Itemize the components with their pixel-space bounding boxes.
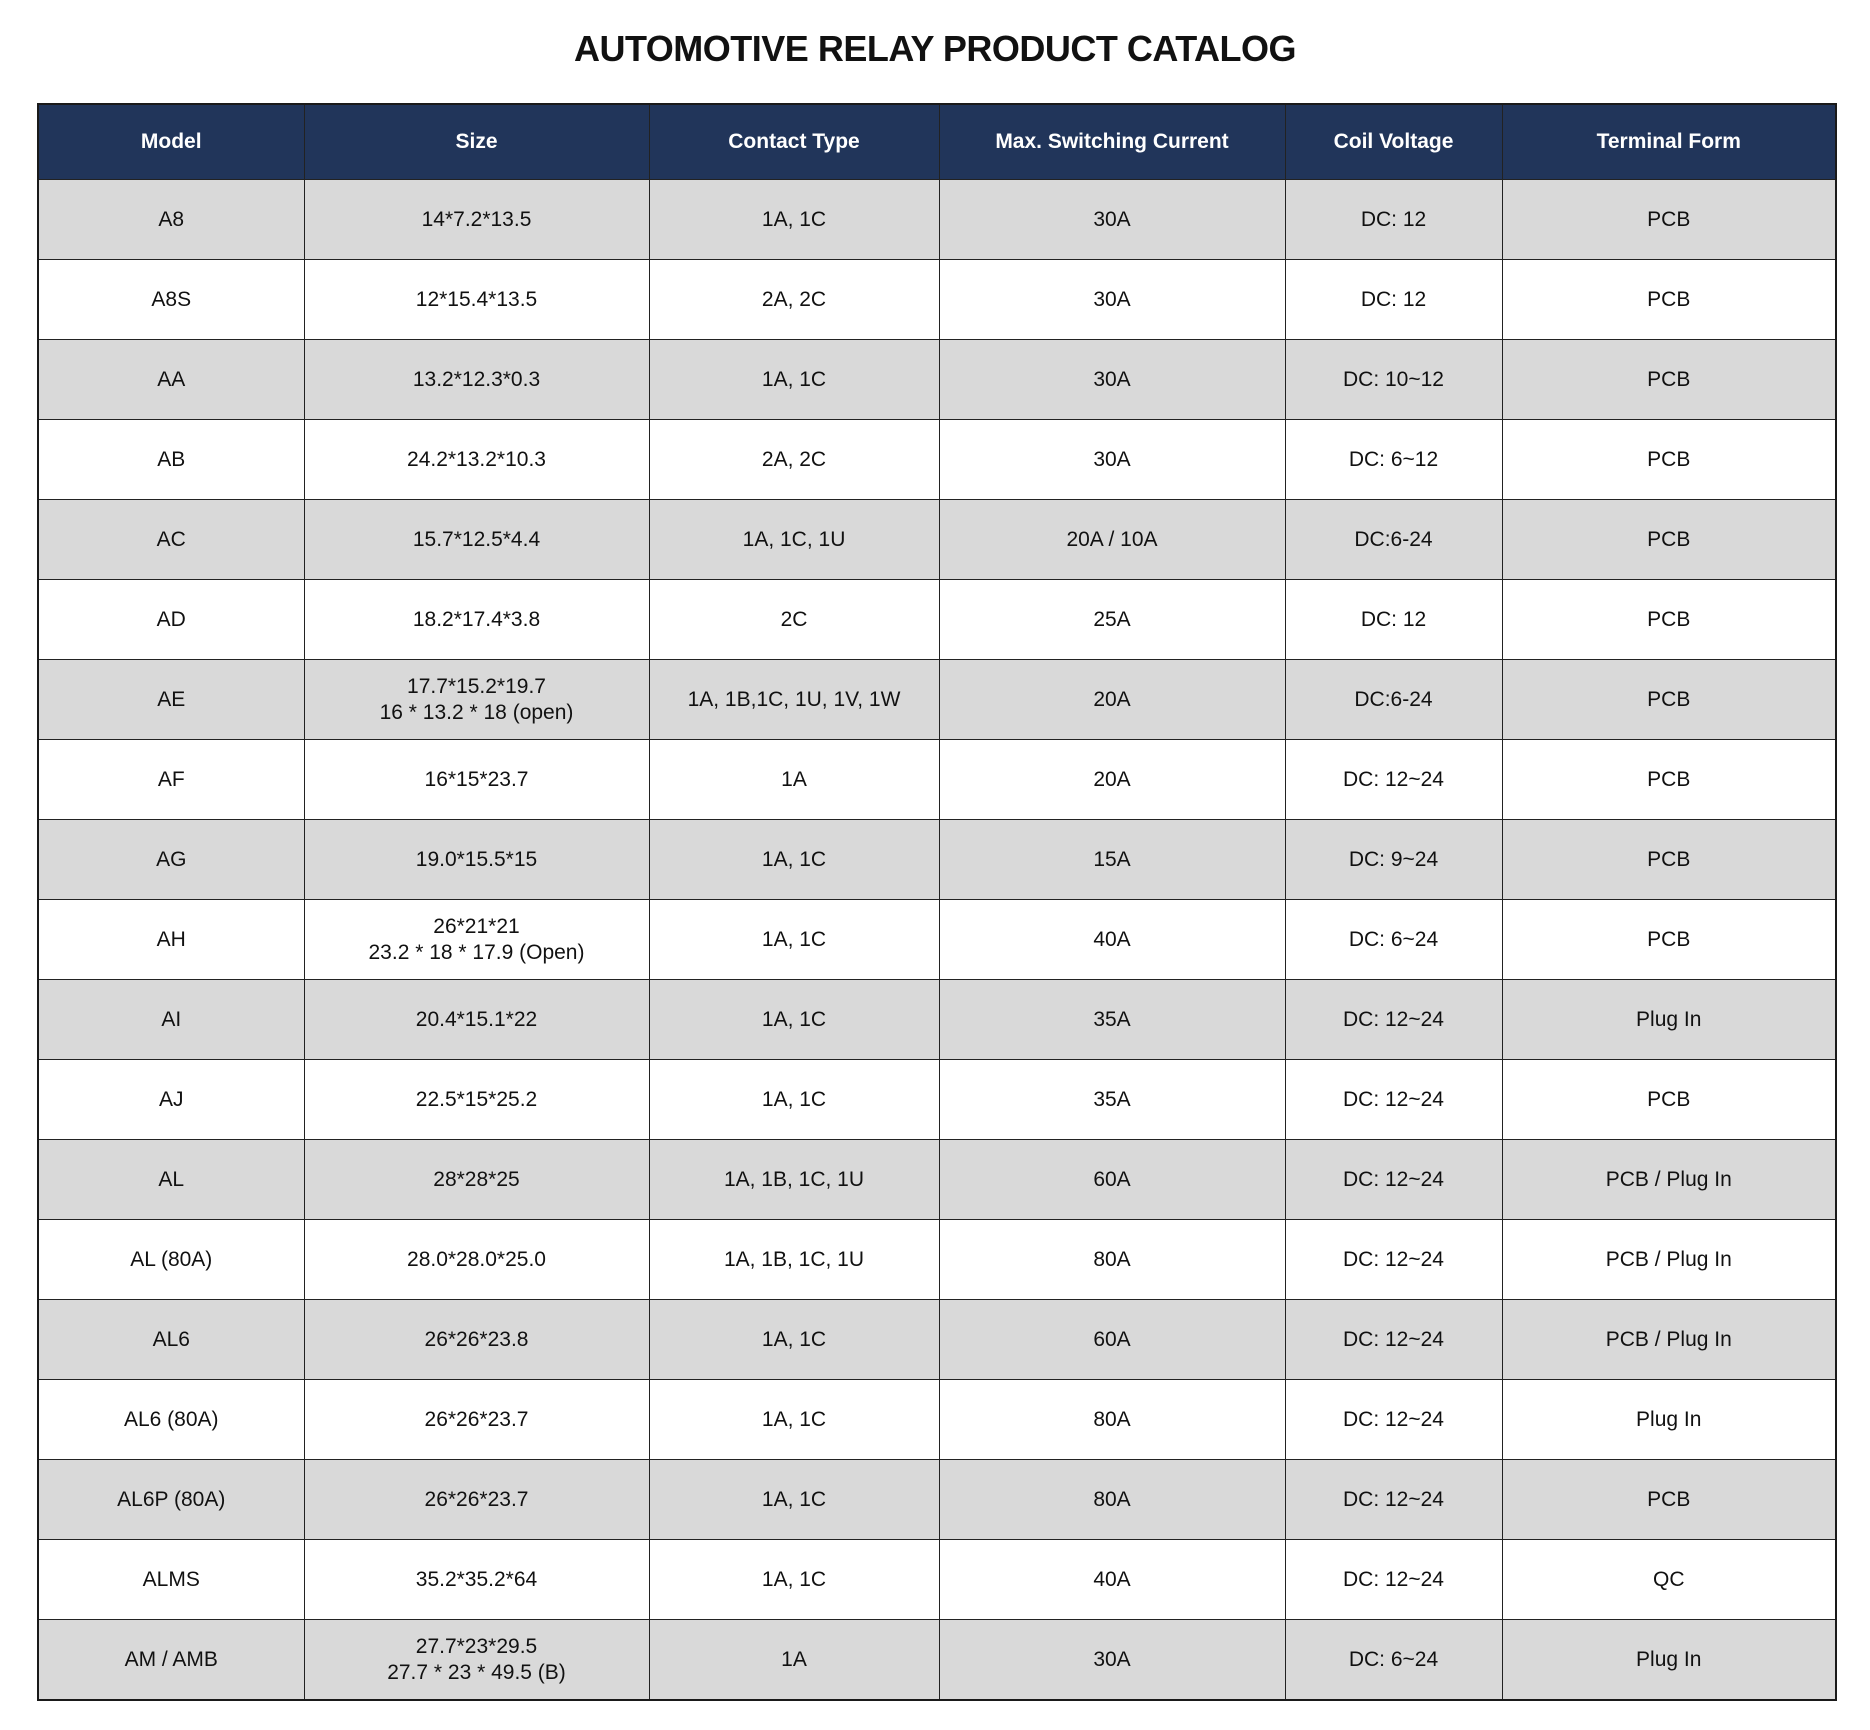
table-row [38,1540,1836,1620]
cell-size [304,1220,649,1300]
cell-model: A8 [38,180,304,260]
size-line: 17.7*15.2*19.7 [407,674,546,698]
cell-model: AL6 [38,1300,304,1380]
cell-model: AD [38,580,304,660]
size-line: 14*7.2*13.5 [421,207,532,231]
cell-size [304,1140,649,1220]
cell-size [304,180,649,260]
table-row [38,340,1836,420]
size-line: 19.0*15.5*15 [415,847,538,871]
cell-max-switching-current: 20A / 10A [939,500,1285,580]
cell-terminal-form: Plug In [1502,1620,1836,1701]
cell-contact-type: 1A [649,1620,939,1701]
table-row [38,1140,1836,1220]
cell-contact-type: 1A, 1C [649,1460,939,1540]
cell-model: AB [38,420,304,500]
cell-contact-type: 1A, 1C [649,900,939,980]
cell-contact-type: 1A, 1B,1C, 1U, 1V, 1W [649,660,939,740]
cell-terminal-form: PCB [1502,740,1836,820]
cell-max-switching-current: 30A [939,260,1285,340]
cell-size [304,980,649,1060]
size-line: 27.7*23*29.5 [415,1634,538,1658]
cell-contact-type: 1A, 1C [649,1380,939,1460]
cell-model: AJ [38,1060,304,1140]
cell-terminal-form: PCB / Plug In [1502,1140,1836,1220]
product-table [37,103,1837,1701]
cell-model: AH [38,900,304,980]
cell-max-switching-current: 20A [939,660,1285,740]
cell-model: A8S [38,260,304,340]
cell-coil-voltage: DC: 12~24 [1285,1540,1502,1620]
cell-terminal-form: PCB / Plug In [1502,1220,1836,1300]
column-header-model: Model [38,104,304,180]
cell-coil-voltage: DC: 12~24 [1285,1220,1502,1300]
cell-model: AM / AMB [38,1620,304,1701]
cell-contact-type: 1A, 1C [649,1060,939,1140]
cell-coil-voltage: DC:6-24 [1285,500,1502,580]
table-row [38,420,1836,500]
cell-model: AL (80A) [38,1220,304,1300]
size-line: 23.2 * 18 * 17.9 (Open) [368,940,585,964]
cell-max-switching-current: 80A [939,1220,1285,1300]
size-line: 24.2*13.2*10.3 [407,447,546,471]
cell-max-switching-current: 80A [939,1460,1285,1540]
cell-contact-type: 1A, 1B, 1C, 1U [649,1140,939,1220]
cell-max-switching-current: 35A [939,980,1285,1060]
size-line: 26*26*23.7 [424,1487,529,1511]
cell-model: AL6 (80A) [38,1380,304,1460]
cell-model: ALMS [38,1540,304,1620]
cell-terminal-form: PCB [1502,580,1836,660]
table-row [38,580,1836,660]
cell-terminal-form: PCB [1502,820,1836,900]
cell-size [304,340,649,420]
cell-max-switching-current: 80A [939,1380,1285,1460]
cell-terminal-form: PCB [1502,260,1836,340]
size-line: 12*15.4*13.5 [415,287,538,311]
cell-size [304,1620,649,1701]
cell-model: AF [38,740,304,820]
cell-contact-type: 1A, 1B, 1C, 1U [649,1220,939,1300]
size-line: 15.7*12.5*4.4 [412,527,541,551]
cell-contact-type: 1A, 1C [649,980,939,1060]
cell-model: AA [38,340,304,420]
cell-max-switching-current: 60A [939,1300,1285,1380]
table-row [38,500,1836,580]
cell-contact-type: 1A, 1C, 1U [649,500,939,580]
table-row [38,660,1836,740]
table-row [38,1620,1836,1701]
cell-size [304,580,649,660]
table-row [38,1460,1836,1540]
table-row [38,1220,1836,1300]
cell-contact-type: 2C [649,580,939,660]
column-header-size: Size [304,104,649,180]
cell-coil-voltage: DC: 12~24 [1285,1140,1502,1220]
size-line: 22.5*15*25.2 [415,1087,538,1111]
cell-coil-voltage: DC: 6~12 [1285,420,1502,500]
cell-model: AI [38,980,304,1060]
cell-coil-voltage: DC: 6~24 [1285,1620,1502,1701]
size-line: 20.4*15.1*22 [415,1007,538,1031]
cell-terminal-form: PCB [1502,420,1836,500]
cell-size [304,1460,649,1540]
cell-max-switching-current: 20A [939,740,1285,820]
cell-contact-type: 1A [649,740,939,820]
cell-coil-voltage: DC: 9~24 [1285,820,1502,900]
cell-coil-voltage: DC: 12~24 [1285,1380,1502,1460]
cell-coil-voltage: DC: 12~24 [1285,1300,1502,1380]
size-line: 16*15*23.7 [424,767,529,791]
table-row [38,260,1836,340]
cell-model: AL6P (80A) [38,1460,304,1540]
cell-size [304,900,649,980]
cell-size [304,420,649,500]
cell-max-switching-current: 60A [939,1140,1285,1220]
size-line: 27.7 * 23 * 49.5 (B) [387,1660,566,1684]
cell-coil-voltage: DC: 12~24 [1285,980,1502,1060]
cell-max-switching-current: 40A [939,1540,1285,1620]
cell-model: AC [38,500,304,580]
cell-size [304,1060,649,1140]
cell-coil-voltage: DC:6-24 [1285,660,1502,740]
column-header-max-switching-current: Max. Switching Current [939,104,1285,180]
cell-max-switching-current: 30A [939,180,1285,260]
cell-model: AL [38,1140,304,1220]
table-row [38,1380,1836,1460]
size-line: 26*21*21 [433,914,520,938]
table-row [38,740,1836,820]
cell-contact-type: 1A, 1C [649,1300,939,1380]
cell-max-switching-current: 40A [939,900,1285,980]
column-header-coil-voltage: Coil Voltage [1285,104,1502,180]
size-line: 28*28*25 [433,1167,520,1191]
cell-size [304,820,649,900]
table-header-row [38,104,1836,180]
size-line: 18.2*17.4*3.8 [412,607,541,631]
table-row [38,1060,1836,1140]
cell-terminal-form: Plug In [1502,1380,1836,1460]
cell-size [304,1540,649,1620]
cell-terminal-form: PCB [1502,660,1836,740]
cell-max-switching-current: 30A [939,1620,1285,1701]
cell-coil-voltage: DC: 12~24 [1285,1460,1502,1540]
column-header-contact-type: Contact Type [649,104,939,180]
table-row [38,180,1836,260]
cell-coil-voltage: DC: 12 [1285,260,1502,340]
cell-terminal-form: PCB [1502,500,1836,580]
column-header-terminal-form: Terminal Form [1502,104,1836,180]
cell-max-switching-current: 30A [939,420,1285,500]
table-row [38,820,1836,900]
cell-max-switching-current: 35A [939,1060,1285,1140]
cell-size [304,500,649,580]
size-line: 16 * 13.2 * 18 (open) [379,700,574,724]
cell-contact-type: 1A, 1C [649,340,939,420]
cell-coil-voltage: DC: 12~24 [1285,740,1502,820]
cell-size [304,740,649,820]
cell-terminal-form: PCB [1502,180,1836,260]
cell-coil-voltage: DC: 6~24 [1285,900,1502,980]
cell-terminal-form: QC [1502,1540,1836,1620]
cell-terminal-form: PCB [1502,340,1836,420]
cell-terminal-form: PCB [1502,1460,1836,1540]
cell-max-switching-current: 30A [939,340,1285,420]
cell-coil-voltage: DC: 12~24 [1285,1060,1502,1140]
cell-coil-voltage: DC: 10~12 [1285,340,1502,420]
size-line: 26*26*23.8 [424,1327,529,1351]
cell-coil-voltage: DC: 12 [1285,180,1502,260]
cell-size [304,660,649,740]
cell-terminal-form: PCB [1502,1060,1836,1140]
size-line: 35.2*35.2*64 [415,1567,538,1591]
cell-coil-voltage: DC: 12 [1285,580,1502,660]
table-row [38,900,1836,980]
cell-terminal-form: PCB [1502,900,1836,980]
size-line: 13.2*12.3*0.3 [412,367,541,391]
cell-max-switching-current: 25A [939,580,1285,660]
cell-contact-type: 1A, 1C [649,1540,939,1620]
size-line: 26*26*23.7 [424,1407,529,1431]
cell-size [304,260,649,340]
cell-contact-type: 2A, 2C [649,260,939,340]
cell-size [304,1380,649,1460]
cell-terminal-form: Plug In [1502,980,1836,1060]
cell-contact-type: 1A, 1C [649,820,939,900]
size-line: 28.0*28.0*25.0 [407,1247,546,1271]
cell-contact-type: 1A, 1C [649,180,939,260]
page-title: AUTOMOTIVE RELAY PRODUCT CATALOG [573,28,1297,69]
table-row [38,980,1836,1060]
cell-size [304,1300,649,1380]
cell-model: AE [38,660,304,740]
cell-terminal-form: PCB / Plug In [1502,1300,1836,1380]
cell-model: AG [38,820,304,900]
cell-contact-type: 2A, 2C [649,420,939,500]
table-row [38,1300,1836,1380]
cell-max-switching-current: 15A [939,820,1285,900]
